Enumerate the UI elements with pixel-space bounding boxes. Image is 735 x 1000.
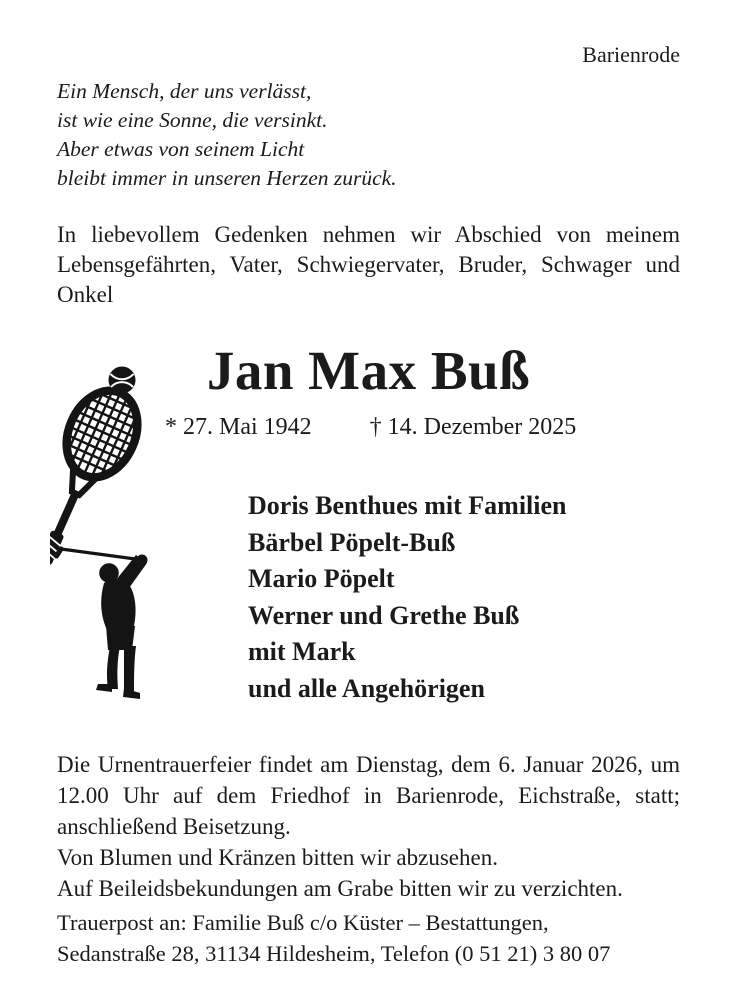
contact-block (57, 907, 680, 969)
poem-line: Ein Mensch, der uns verlässt, (57, 79, 312, 103)
golfer-icon (54, 533, 186, 705)
mourner-line: Bärbel Pöpelt-Buß (248, 527, 456, 557)
deceased-name: Jan Max Buß (206, 340, 531, 401)
funeral-details (57, 749, 680, 904)
poem-line: Aber etwas von seinem Licht (57, 137, 305, 161)
poem-line: ist wie eine Sonne, die versinkt. (57, 108, 328, 132)
contact-line: Sedanstraße 28, 31134 Hildesheim, Telefon (0 51 21) 3 80 07 (57, 941, 611, 966)
mourner-line: Werner und Grethe Buß (248, 600, 520, 630)
poem-line: bleibt immer in unseren Herzen zurück. (57, 166, 397, 190)
location-label: Barienrode (582, 42, 680, 67)
flowers-note: Von Blumen und Kränzen bitten wir abzusehen. (57, 845, 498, 870)
memorial-poem (57, 77, 680, 193)
service-info: Die Urnentrauerfeier findet am Dienstag, dem 6. Januar 2026, um 12.00 Uhr auf dem Friedhof in Barienrode, Eichstraße, statt; anschließend Beisetzung. (57, 752, 680, 839)
mourner-line: Mario Pöpelt (248, 564, 395, 593)
death-date: † 14. Dezember 2025 (369, 414, 577, 440)
mourner-line: und alle Angehörigen (248, 673, 485, 703)
mourners-list (248, 488, 680, 707)
intro-text: In liebevollem Gedenken nehmen wir Abschied von meinem Lebensgefährten, Vater, Schwiegervater, Bruder, Schwager und Onkel (57, 222, 680, 307)
mourner-line: Doris Benthues mit Familien (248, 491, 567, 520)
condolences-note: Auf Beileidsbekundungen am Grabe bitten wir zu verzichten. (57, 876, 623, 901)
contact-line: Trauerpost an: Familie Buß c/o Küster – Bestattungen, (57, 910, 549, 935)
tennis-ball-icon (107, 365, 137, 395)
mourner-line: mit Mark (248, 637, 356, 666)
birth-date: * 27. Mai 1942 (165, 414, 312, 440)
